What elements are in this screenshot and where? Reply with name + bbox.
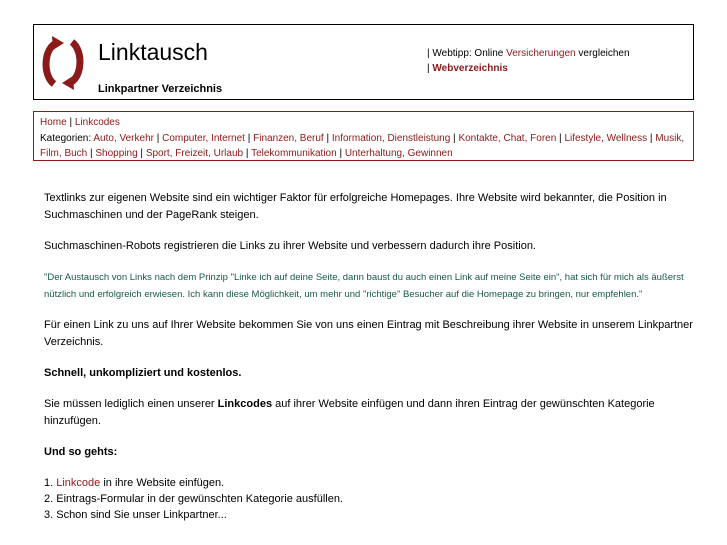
site-header <box>33 24 694 100</box>
category-link[interactable]: Shopping <box>95 148 138 159</box>
category-link[interactable]: Musik, Film, Buch <box>40 132 685 159</box>
category-nav: Home | Linkcodes Kategorien: Auto, Verkehr | Computer, Internet | Finanzen, Beruf | Information, Dienstleistung | Kontakte, Chat, Foren | Lifestyle, Wellness | Musik, Film, Buch | Shopping | Sport, Freizeit, Urlaub | Telekommunikation | Unterhaltung, Gewinnen <box>33 111 694 161</box>
versicherungen-link[interactable]: Versicherungen <box>506 48 576 59</box>
category-link[interactable]: Lifestyle, Wellness <box>564 132 648 144</box>
category-link[interactable]: Information, Dienstleistung <box>331 132 451 144</box>
webtipp: | Webtipp: Online Versicherungen vergleichen | Webverzeichnis <box>427 48 630 74</box>
categories-line: Kategorien: Auto, Verkehr | Computer, Internet | Finanzen, Beruf | Information, Dienstleistung | Kontakte, Chat, Foren | Lifestyle, Wellness | Musik, Film, Buch | Shopping | Sport, Freizeit, Urlaub | Telekommunikation | Unterhaltung, Gewinnen <box>40 132 685 159</box>
category-link[interactable]: Finanzen, Beruf <box>253 132 324 144</box>
webverzeichnis-link[interactable]: Webverzeichnis <box>432 63 508 74</box>
category-link[interactable]: Kontakte, Chat, Foren <box>458 132 557 144</box>
category-link[interactable]: Telekommunikation <box>251 148 337 159</box>
site-title: Linktausch <box>98 39 208 65</box>
intro-paragraph: Textlinks zur eigenen Website sind ein wichtiger Faktor für erfolgreiche Homepages. Ihre Website wird bekannter, die Position in Suchmaschinen und der PageRank steigen. <box>44 192 667 221</box>
category-link[interactable]: Computer, Internet <box>162 132 245 144</box>
step-1: 1. Linkcode in ihre Website einfügen. <box>44 477 225 489</box>
site-subtitle: Linkpartner Verzeichnis <box>98 83 223 95</box>
step-2: 2. Eintrags-Formular in der gewünschten Kategorie ausfüllen. <box>44 493 343 505</box>
category-link[interactable]: Sport, Freizeit, Urlaub <box>145 148 244 159</box>
howto-heading: Und so gehts: <box>44 446 118 458</box>
robots-paragraph: Suchmaschinen-Robots registrieren die Links zu ihrer Website und verbessern dadurch ihre Position. <box>44 240 536 252</box>
nav-home-link[interactable]: Home <box>40 117 67 128</box>
linkcode-link[interactable]: Linkcode <box>56 477 101 489</box>
main-content <box>44 190 694 523</box>
category-link[interactable]: Unterhaltung, Gewinnen <box>344 148 453 159</box>
testimonial-quote: "Der Austausch von Links nach dem Prinzip "Linke ich auf deine Seite, dann baust du auch einen Link auf meine Seite ein", hat sich für mich als äußerst nützlich und erfolgreich erwiesen. Ich kann diese Möglichkeit, um mehr und "richtige" Besucher auf die Homepage zu bringen, nur empfehlen." <box>44 272 684 300</box>
instructions-paragraph: Sie müssen lediglich einen unserer Linkcodes auf ihrer Website einfügen und dann ihren Eintrag der gewünschten Kategorie hinzufügen. <box>44 398 655 427</box>
free-tagline: Schnell, unkompliziert und kostenlos. <box>44 367 242 379</box>
refresh-arrows-icon <box>40 35 86 91</box>
entry-paragraph: Für einen Link zu uns auf Ihrer Website bekommen Sie von uns einen Eintrag mit Beschreibung ihrer Website in unserem Linkpartner Verzeichnis. <box>44 319 693 348</box>
steps-list <box>44 475 694 523</box>
step-3: 3. Schon sind Sie unser Linkpartner... <box>44 509 227 521</box>
nav-linkcodes-link[interactable]: Linkcodes <box>74 117 120 128</box>
category-link[interactable]: Auto, Verkehr <box>93 132 154 144</box>
